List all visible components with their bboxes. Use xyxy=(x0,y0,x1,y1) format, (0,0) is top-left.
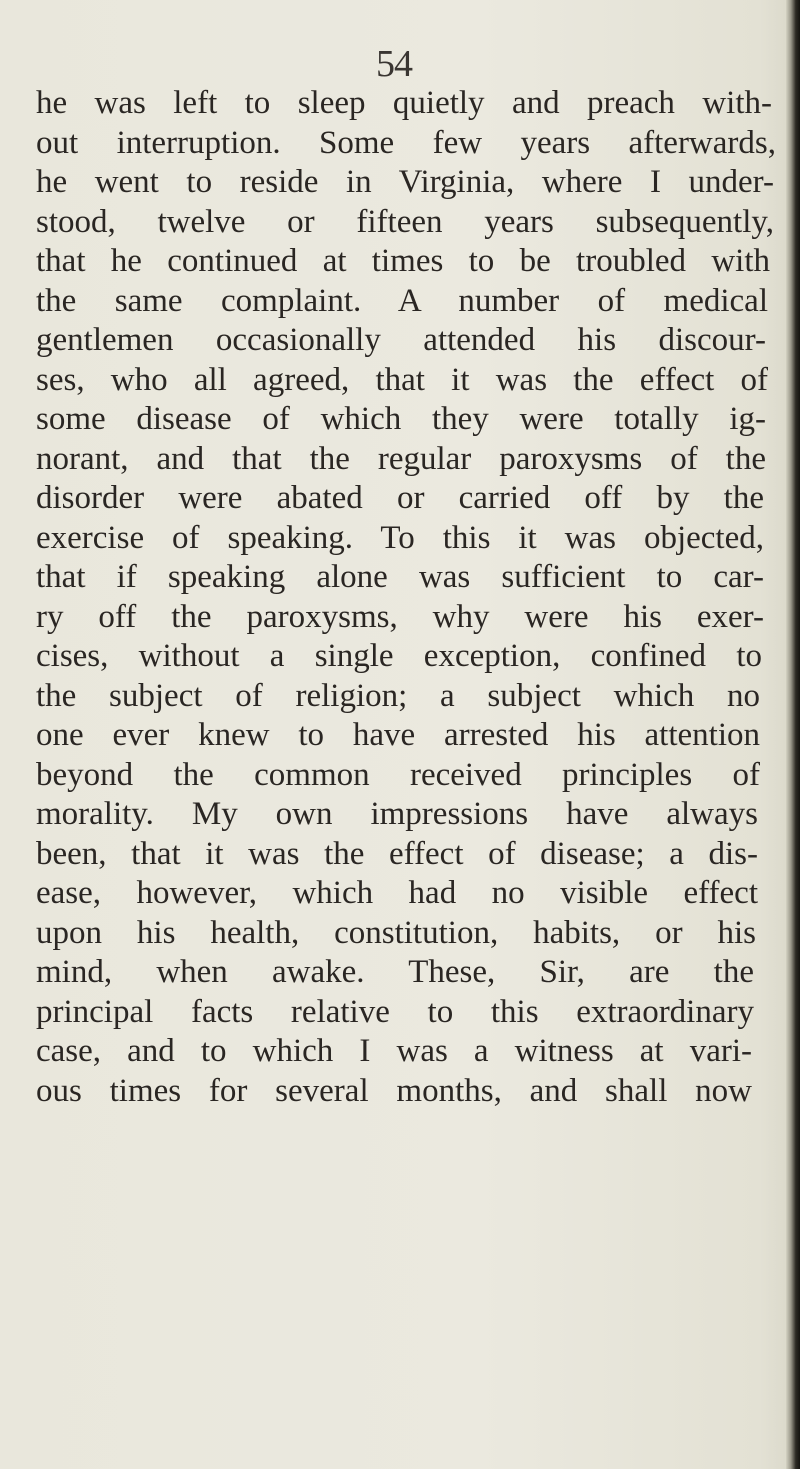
page-number: 54 xyxy=(376,43,412,85)
text-line: the same complaint. A number of medical xyxy=(36,282,768,319)
text-line: that if speaking alone was sufficient to car- xyxy=(36,559,764,595)
text-line: beyond the common received principles of xyxy=(36,756,760,793)
text-line: disorder were abated or carried off by the xyxy=(36,480,764,516)
body-text xyxy=(36,84,776,1111)
text-line: exercise of speaking. To this it was objected, xyxy=(36,519,764,556)
text-line: one ever knew to have arrested his attention xyxy=(36,717,760,753)
text-line: ses, who all agreed, that it was the effect of xyxy=(36,361,768,398)
text-line: the subject of religion; a subject which no xyxy=(36,677,760,714)
text-line: upon his health, constitution, habits, or his xyxy=(36,914,756,951)
text-line: ease, however, which had no visible effect xyxy=(36,875,758,911)
text-line: mind, when awake. These, Sir, are the xyxy=(36,954,754,990)
text-line: cises, without a single exception, confined to xyxy=(36,638,762,674)
text-line: ous times for several months, and shall now xyxy=(36,1072,752,1109)
text-line: morality. My own impressions have always xyxy=(36,796,758,832)
text-line: stood, twelve or fifteen years subsequently, xyxy=(36,203,774,240)
text-line: principal facts relative to this extraordinary xyxy=(36,993,754,1030)
page-edge-shadow xyxy=(786,0,800,1469)
text-line: norant, and that the regular paroxysms of the xyxy=(36,440,766,477)
text-line: he went to reside in Virginia, where I under- xyxy=(36,164,774,200)
text-line: case, and to which I was a witness at vari- xyxy=(36,1033,752,1069)
text-line: he was left to sleep quietly and preach with- xyxy=(36,85,772,121)
text-line: been, that it was the effect of disease; a dis- xyxy=(36,835,758,872)
text-line: that he continued at times to be troubled with xyxy=(36,243,770,279)
text-line: out interruption. Some few years afterwards, xyxy=(36,124,776,161)
text-line: gentlemen occasionally attended his discour- xyxy=(36,322,766,358)
text-line: ry off the paroxysms, why were his exer- xyxy=(36,598,764,635)
text-line: some disease of which they were totally ig- xyxy=(36,401,766,437)
